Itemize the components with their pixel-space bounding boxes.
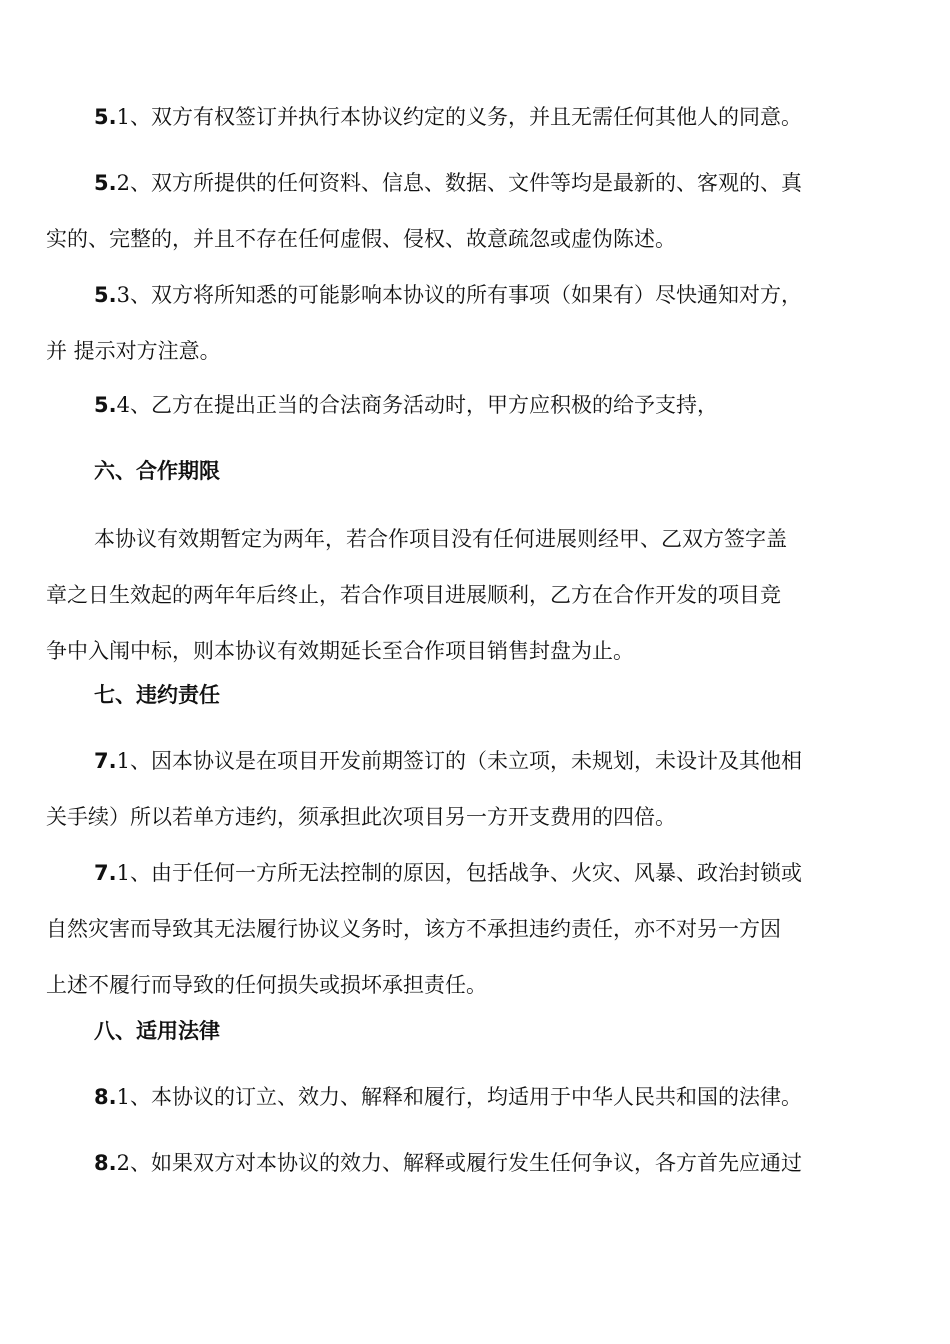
clause-text: 3、双方将所知悉的可能影响本协议的所有事项（如果有）尽快通知对方， — [116, 283, 802, 307]
clause-text: 1、由于任何一方所无法控制的原因，包括战争、火灾、风暴、政治封锁或 — [116, 861, 802, 885]
clause-text: 并 提示对方注意。 — [46, 339, 221, 363]
clause-number: 5. — [94, 283, 117, 307]
clause-5-3 — [46, 267, 908, 379]
paragraph-text: 争中入闱中标，则本协议有效期延长至合作项目销售封盘为止。 — [46, 639, 634, 663]
clause-text: 2、双方所提供的任何资料、信息、数据、文件等均是最新的、客观的、真 — [116, 171, 802, 195]
clause-text: 1、双方有权签订并执行本协议约定的义务，并且无需任何其他人的同意。 — [116, 105, 802, 129]
clause-number: 5. — [94, 171, 117, 195]
clause-number: 7. — [94, 861, 117, 885]
clause-text: 实的、完整的，并且不存在任何虚假、侵权、故意疏忽或虚伪陈述。 — [46, 227, 676, 251]
clause-5-4 — [46, 377, 908, 433]
clause-number: 5. — [94, 393, 117, 417]
clause-text: 上述不履行而导致的任何损失或损坏承担责任。 — [46, 973, 487, 997]
clause-text: 1、因本协议是在项目开发前期签订的（未立项，未规划，未设计及其他相 — [116, 749, 802, 773]
clause-7-1-b — [46, 845, 908, 1013]
clause-8-1 — [46, 1069, 908, 1125]
clause-number: 5. — [94, 105, 117, 129]
clause-text: 4、乙方在提出正当的合法商务活动时，甲方应积极的给予支持， — [116, 393, 718, 417]
section-heading-8: 八、适用法律 — [94, 1019, 220, 1043]
clause-5-2 — [46, 155, 908, 267]
section-heading-7: 七、违约责任 — [94, 683, 220, 707]
section-heading-6: 六、合作期限 — [94, 459, 220, 483]
clause-text: 2、如果双方对本协议的效力、解释或履行发生任何争议，各方首先应通过 — [116, 1151, 802, 1175]
paragraph-text: 章之日生效起的两年年后终止，若合作项目进展顺利，乙方在合作开发的项目竞 — [46, 583, 781, 607]
clause-number: 8. — [94, 1085, 117, 1109]
clause-number: 7. — [94, 749, 117, 773]
paragraph-term — [46, 511, 908, 679]
clause-8-2 — [46, 1135, 908, 1191]
clause-text: 关手续）所以若单方违约，须承担此次项目另一方开支费用的四倍。 — [46, 805, 676, 829]
clause-text: 自然灾害而导致其无法履行协议义务时，该方不承担违约责任，亦不对另一方因 — [46, 917, 781, 941]
clause-number: 8. — [94, 1151, 117, 1175]
clause-5-1 — [46, 89, 908, 145]
clause-text: 1、本协议的订立、效力、解释和履行，均适用于中华人民共和国的法律。 — [116, 1085, 802, 1109]
clause-7-1-a — [46, 733, 908, 845]
paragraph-text: 本协议有效期暂定为两年，若合作项目没有任何进展则经甲、乙双方签字盖 — [94, 527, 787, 551]
